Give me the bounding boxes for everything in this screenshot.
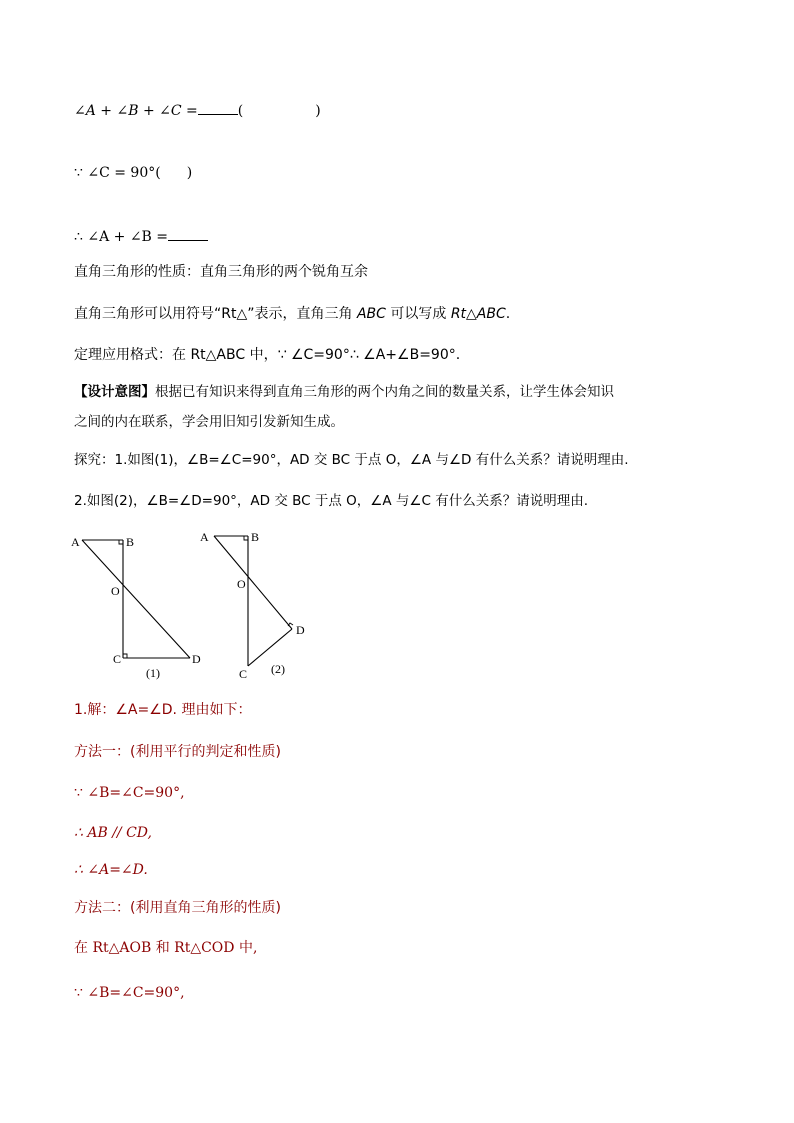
figure-2 (214, 536, 293, 666)
solution-parallel-line: ∴ AB // CD, (74, 825, 152, 841)
therefore-text: ∴ ∠A + ∠B = (74, 229, 169, 245)
fig1-label-d: D (192, 652, 201, 666)
notation-text-c: 可以写成 (385, 306, 451, 322)
fig2-label-c: C (239, 667, 248, 681)
fig1-label-b: B (126, 535, 135, 549)
in-triangles-line: 在 Rt△AOB 和 Rt△COD 中, (74, 940, 258, 956)
notation-rt-abc: Rt△ABC (450, 306, 506, 322)
since-angle-c-line (74, 164, 192, 182)
figure-1 (82, 540, 190, 658)
notation-abc: ABC (356, 306, 386, 322)
therefore-line (74, 228, 208, 246)
fig1-label-c: C (113, 652, 122, 666)
fig1-label-a: A (71, 535, 80, 549)
fig2-label-o: O (237, 577, 246, 591)
design-intent-label: 【设计意图】 (74, 384, 155, 400)
angle-sum-line (74, 102, 321, 120)
design-intent-text: 根据已有知识来得到直角三角形的两个内角之间的数量关系，让学生体会知识 (155, 384, 614, 400)
since-angle-c-text: ∵ ∠C = 90°( (74, 165, 161, 181)
therefore-blank (168, 240, 208, 241)
geometry-figures (66, 522, 336, 687)
explore-question-2: 2.如图(2)，∠B=∠D=90°，AD 交 BC 于点 O，∠A 与∠C 有什么关系？请说明理由. (74, 493, 589, 509)
explore-question-1: 探究：1.如图(1)，∠B=∠C=90°，AD 交 BC 于点 O，∠A 与∠D 有什么关系？请说明理由. (74, 452, 629, 468)
reason-close-paren: ) (315, 103, 321, 119)
method-two-line: 方法二：(利用直角三角形的性质) (74, 900, 281, 916)
solution-since-line-2: ∵ ∠B=∠C=90°, (74, 985, 185, 1001)
property-line: 直角三角形的性质：直角三角形的两个锐角互余 (74, 264, 368, 280)
design-intent-line (74, 383, 614, 401)
fig2-label-d: D (296, 623, 305, 637)
solution-since-line: ∵ ∠B=∠C=90°, (74, 785, 185, 801)
angle-sum-expr: ∠A + ∠B + ∠C = (74, 103, 198, 119)
angle-sum-blank (198, 114, 238, 115)
notation-period: . (505, 306, 511, 322)
solution-conclusion-line: ∴ ∠A=∠D. (74, 862, 148, 878)
fig1-caption: (1) (146, 666, 160, 680)
since-close-paren: ) (186, 165, 193, 181)
reason-open-paren: ( (237, 103, 244, 119)
notation-line (74, 305, 510, 323)
fig1-label-o: O (111, 584, 120, 598)
fig2-label-b: B (251, 530, 260, 544)
design-intent-line-2: 之间的内在联系，学会用旧知引发新知生成。 (74, 414, 344, 430)
notation-text-a: 直角三角形可以用符号“Rt△”表示，直角三角 (74, 306, 357, 322)
method-one-line: 方法一：(利用平行的判定和性质) (74, 744, 281, 760)
solution-line-1: 1.解：∠A=∠D. 理由如下： (74, 702, 252, 718)
fig2-label-a: A (200, 530, 209, 544)
theorem-format-line: 定理应用格式：在 Rt△ABC 中，∵ ∠C=90°∴ ∠A+∠B=90°. (74, 347, 461, 363)
fig2-caption: (2) (271, 662, 285, 676)
